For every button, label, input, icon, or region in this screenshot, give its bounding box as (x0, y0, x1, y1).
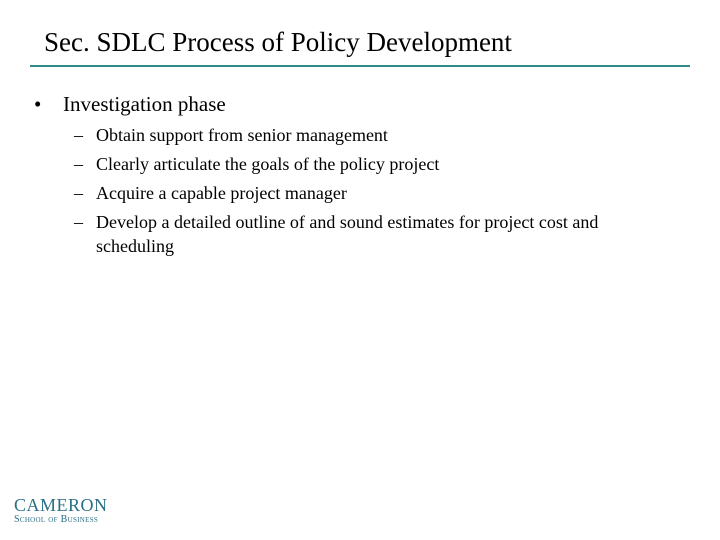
sub-bullet-text: Develop a detailed outline of and sound estimates for project cost and scheduling (96, 212, 599, 256)
logo-wordmark: CAMERON (14, 495, 108, 515)
main-bullet (34, 90, 226, 118)
bullet-marker: • (34, 92, 42, 116)
sub-bullet-item (74, 123, 634, 147)
logo-subtitle: School of Business (14, 514, 99, 525)
title-divider (30, 65, 690, 67)
sub-bullet-item (74, 181, 634, 205)
sub-bullet-text: Clearly articulate the goals of the policy project (96, 154, 440, 174)
sub-bullet-marker: – (74, 183, 83, 203)
sub-bullet-text: Acquire a capable project manager (96, 183, 347, 203)
cameron-logo (14, 495, 108, 526)
bullet-text: Investigation phase (63, 92, 226, 116)
sub-bullet-marker: – (74, 212, 83, 232)
sub-bullet-marker: – (74, 125, 83, 145)
sub-bullet-marker: – (74, 154, 83, 174)
sub-bullet-text: Obtain support from senior management (96, 125, 388, 145)
sub-bullet-item (74, 210, 634, 258)
sub-bullet-list (74, 123, 634, 263)
sub-bullet-item (74, 152, 634, 176)
slide-title: Sec. SDLC Process of Policy Development (44, 27, 512, 57)
